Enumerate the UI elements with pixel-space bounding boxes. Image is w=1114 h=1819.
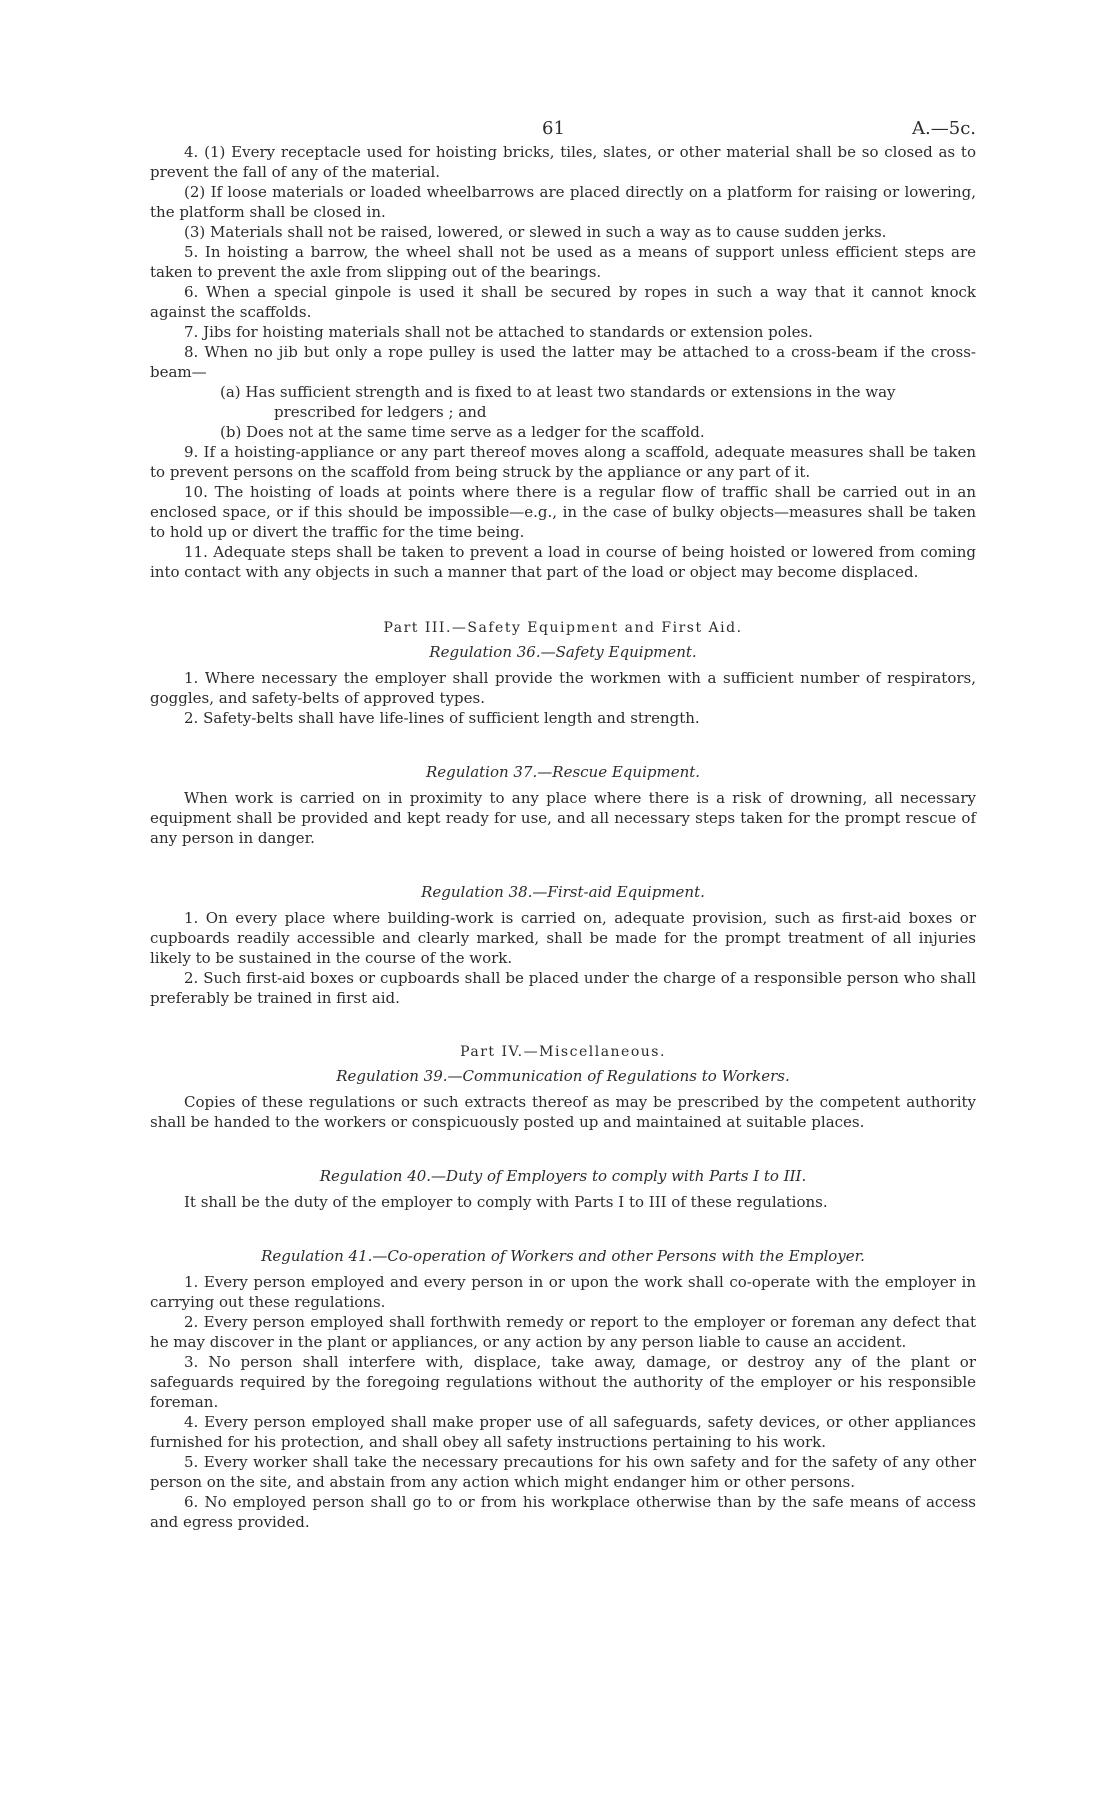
reg41-clause-1: 1. Every person employed and every person in or upon the work shall co-operate with the employer in carrying out these regulations. <box>150 1273 976 1311</box>
regulation-40-heading: Regulation 40.—Duty of Employers to comply with Parts I to III. <box>319 1167 807 1185</box>
regulation-38-heading: Regulation 38.—First-aid Equipment. <box>421 883 705 901</box>
regulation-41-heading: Regulation 41.—Co-operation of Workers and other Persons with the Employer. <box>261 1247 865 1265</box>
clause-4-2: (2) If loose materials or loaded wheelbarrows are placed directly on a platform for raising or lowering, the platform shall be closed in. <box>150 183 976 221</box>
clause-10: 10. The hoisting of loads at points where there is a regular flow of traffic shall be carried out in an enclosed space, or if this should be impossible—e.g., in the case of bulky objects—measures shall be taken to hold up or divert the traffic for the time being. <box>150 483 976 541</box>
clause-9: 9. If a hoisting-appliance or any part thereof moves along a scaffold, adequate measures shall be taken to prevent persons on the scaffold from being struck by the appliance or any part of it. <box>150 443 976 481</box>
reg38-clause-1: 1. On every place where building-work is carried on, adequate provision, such as first-aid boxes or cupboards readily accessible and clearly marked, shall be made for the prompt treatment of all injuries likely to be sustained in the course of the work. <box>150 909 976 967</box>
clause-4-1: 4. (1) Every receptacle used for hoisting bricks, tiles, slates, or other material shall be so closed as to prevent the fall of any of the material. <box>150 143 976 181</box>
clause-6: 6. When a special ginpole is used it shall be secured by ropes in such a way that it cannot knock against the scaffolds. <box>150 283 976 321</box>
clause-11: 11. Adequate steps shall be taken to prevent a load in course of being hoisted or lowered from coming into contact with any objects in such a manner that part of the load or object may become displaced. <box>150 543 976 581</box>
reg39-text: Copies of these regulations or such extracts thereof as may be prescribed by the competent authority shall be handed to the workers or conspicuously posted up and maintained at suitable places. <box>150 1093 976 1131</box>
document-reference: A.—5c. <box>912 118 976 139</box>
part-3-heading: Part III.—Safety Equipment and First Aid. <box>383 620 743 636</box>
page-header <box>150 108 976 142</box>
document-page <box>150 108 976 1532</box>
part-4-heading: Part IV.—Miscellaneous. <box>460 1044 666 1060</box>
clause-4-3: (3) Materials shall not be raised, lowered, or slewed in such a way as to cause sudden jerks. <box>184 223 887 241</box>
reg40-text: It shall be the duty of the employer to comply with Parts I to III of these regulations. <box>184 1193 828 1211</box>
clause-8: 8. When no jib but only a rope pulley is used the latter may be attached to a cross-beam if the cross-beam— <box>150 343 976 381</box>
regulation-37-heading: Regulation 37.—Rescue Equipment. <box>425 763 701 781</box>
regulation-39-heading: Regulation 39.—Communication of Regulations to Workers. <box>336 1067 790 1085</box>
reg37-text: When work is carried on in proximity to any place where there is a risk of drowning, all necessary equipment shall be provided and kept ready for use, and all necessary steps taken for the prompt rescue of any person in danger. <box>150 789 976 847</box>
reg38-clause-2: 2. Such first-aid boxes or cupboards shall be placed under the charge of a responsible person who shall preferably be trained in first aid. <box>150 969 976 1007</box>
clause-5: 5. In hoisting a barrow, the wheel shall not be used as a means of support unless efficient steps are taken to prevent the axle from slipping out of the bearings. <box>150 243 976 281</box>
reg41-clause-2: 2. Every person employed shall forthwith remedy or report to the employer or foreman any defect that he may discover in the plant or appliances, or any action by any person liable to cause an accident. <box>150 1313 976 1351</box>
clause-8a: (a) Has sufficient strength and is fixed to at least two standards or extensions in the way prescribed for ledgers ; and <box>220 383 896 421</box>
page-number: 61 <box>542 118 565 139</box>
reg36-clause-2: 2. Safety-belts shall have life-lines of sufficient length and strength. <box>184 709 700 727</box>
reg36-clause-1: 1. Where necessary the employer shall provide the workmen with a sufficient number of respirators, goggles, and safety-belts of approved types. <box>150 669 976 707</box>
clause-7: 7. Jibs for hoisting materials shall not be attached to standards or extension poles. <box>184 323 813 341</box>
reg41-clause-4: 4. Every person employed shall make proper use of all safeguards, safety devices, or other appliances furnished for his protection, and shall obey all safety instructions pertaining to his work. <box>150 1413 976 1451</box>
clause-8b: (b) Does not at the same time serve as a ledger for the scaffold. <box>220 423 705 441</box>
regulation-36-heading: Regulation 36.—Safety Equipment. <box>429 643 697 661</box>
reg41-clause-5: 5. Every worker shall take the necessary precautions for his own safety and for the safety of any other person on the site, and abstain from any action which might endanger him or other persons. <box>150 1453 976 1491</box>
reg41-clause-6: 6. No employed person shall go to or from his workplace otherwise than by the safe means of access and egress provided. <box>150 1493 976 1531</box>
reg41-clause-3: 3. No person shall interfere with, displace, take away, damage, or destroy any of the plant or safeguards required by the foregoing regulations without the authority of the employer or his responsible foreman. <box>150 1353 976 1411</box>
